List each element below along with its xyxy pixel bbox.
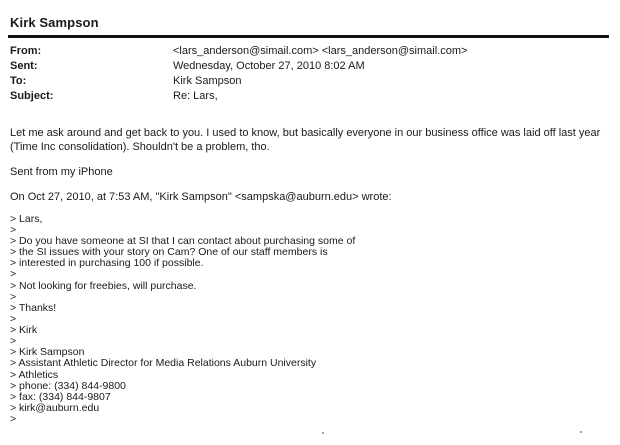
to-label: To: [10, 75, 27, 87]
scan-speck [580, 431, 582, 433]
header-divider [8, 35, 609, 38]
quoted-line: > [10, 413, 17, 425]
quoted-line: > phone: (334) 844-9800 [10, 380, 126, 392]
reply-intro: On Oct 27, 2010, at 7:53 AM, "Kirk Sampson" <sampska@auburn.edu> wrote: [10, 191, 392, 203]
from-label: From: [10, 45, 42, 57]
quoted-line: > Athletics [10, 369, 59, 381]
mobile-signature: Sent from my iPhone [10, 166, 113, 178]
quoted-line: > Not looking for freebies, will purchase. [10, 280, 197, 292]
to-value: Kirk Sampson [173, 75, 242, 87]
quoted-line: > the SI issues with your story on Cam? One of our staff members is [10, 246, 328, 258]
quoted-line: > [10, 335, 17, 347]
quoted-line: > Lars, [10, 213, 43, 225]
quoted-line: > Do you have someone at SI that I can contact about purchasing some of [10, 235, 356, 247]
quoted-line: > kirk@auburn.edu [10, 402, 100, 414]
quoted-line: > fax: (334) 844-9807 [10, 391, 111, 403]
quoted-line: > [10, 268, 17, 280]
body-paragraph-line: Let me ask around and get back to you. I used to know, but basically everyone in our business office was laid off last year [10, 127, 601, 139]
quoted-line: > Thanks! [10, 302, 57, 314]
scan-speck [322, 432, 324, 434]
subject-label: Subject: [10, 90, 54, 102]
quoted-line: > Assistant Athletic Director for Media Relations Auburn University [10, 357, 317, 369]
from-value: <lars_anderson@simail.com> <lars_anderson@simail.com> [173, 45, 468, 57]
quoted-line: > [10, 313, 17, 325]
quoted-line: > interested in purchasing 100 if possible. [10, 257, 204, 269]
quoted-line: > Kirk [10, 324, 38, 336]
quoted-line: > [10, 291, 17, 303]
body-paragraph-line: (Time Inc consolidation). Shouldn't be a problem, tho. [10, 141, 270, 153]
sent-value: Wednesday, October 27, 2010 8:02 AM [173, 60, 365, 72]
sent-label: Sent: [10, 60, 38, 72]
mailbox-owner-name: Kirk Sampson [10, 15, 99, 30]
subject-value: Re: Lars, [173, 90, 218, 102]
quoted-line: > [10, 224, 17, 236]
quoted-line: > Kirk Sampson [10, 346, 85, 358]
